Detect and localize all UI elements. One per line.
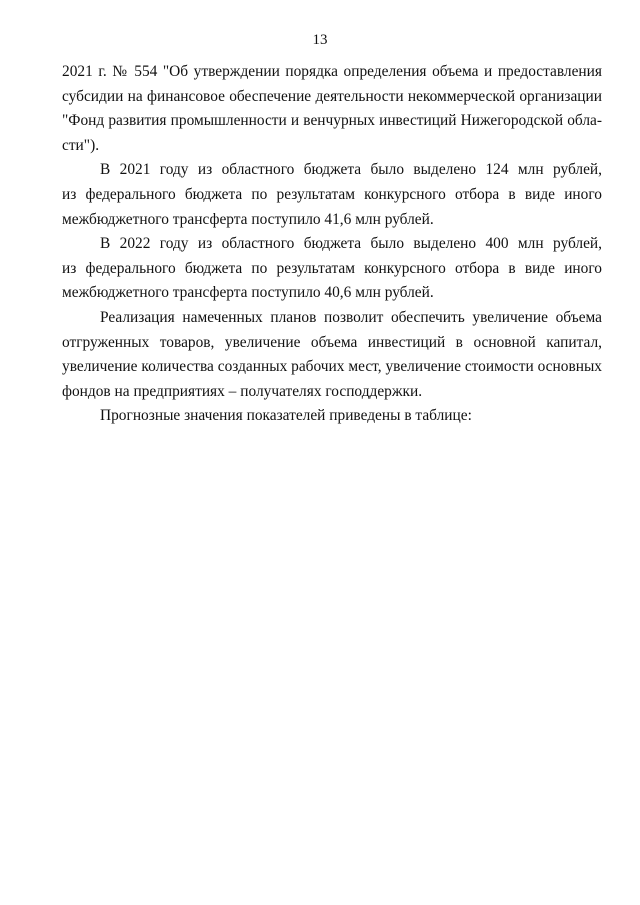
paragraph-line: межбюджетного трансферта поступило 41,6 млн рублей. <box>62 210 434 228</box>
paragraph-budget-2021 <box>62 158 602 232</box>
paragraph-line: из федерального бюджета по результатам конкурсного отбора в виде иного <box>62 185 602 203</box>
paragraph-budget-2022 <box>62 232 602 306</box>
body-text <box>62 60 602 429</box>
paragraph-line: отгруженных товаров, увеличение объема инвестиций в основной капитал, <box>62 333 602 351</box>
page-number: 13 <box>312 32 328 48</box>
paragraph-line: фондов на предприятиях – получателях господдержки. <box>62 382 423 400</box>
paragraph-line: субсидии на финансовое обеспечение деятельности некоммерческой организации <box>62 87 602 105</box>
paragraph-forecast <box>62 404 602 429</box>
paragraph-plans <box>62 306 602 404</box>
paragraph-decree-reference <box>62 60 602 158</box>
paragraph-line: 2021 г. № 554 "Об утверждении порядка определения объема и предоставления <box>62 63 602 80</box>
paragraph-line: Реализация намеченных планов позволит обеспечить увеличение объема <box>100 308 602 326</box>
paragraph-line: В 2022 году из областного бюджета было выделено 400 млн рублей, <box>100 235 602 253</box>
paragraph-line: В 2021 году из областного бюджета было выделено 124 млн рублей, <box>100 161 602 179</box>
paragraph-line: из федерального бюджета по результатам конкурсного отбора в виде иного <box>62 259 602 277</box>
paragraph-line: "Фонд развития промышленности и венчурных инвестиций Нижегородской обла- <box>62 112 602 130</box>
paragraph-line: сти"). <box>62 136 100 154</box>
paragraph-line: межбюджетного трансферта поступило 40,6 млн рублей. <box>62 284 434 302</box>
paragraph-line: увеличение количества созданных рабочих мест, увеличение стоимости основных <box>62 358 602 376</box>
paragraph-line: Прогнозные значения показателей приведены в таблице: <box>100 407 472 425</box>
